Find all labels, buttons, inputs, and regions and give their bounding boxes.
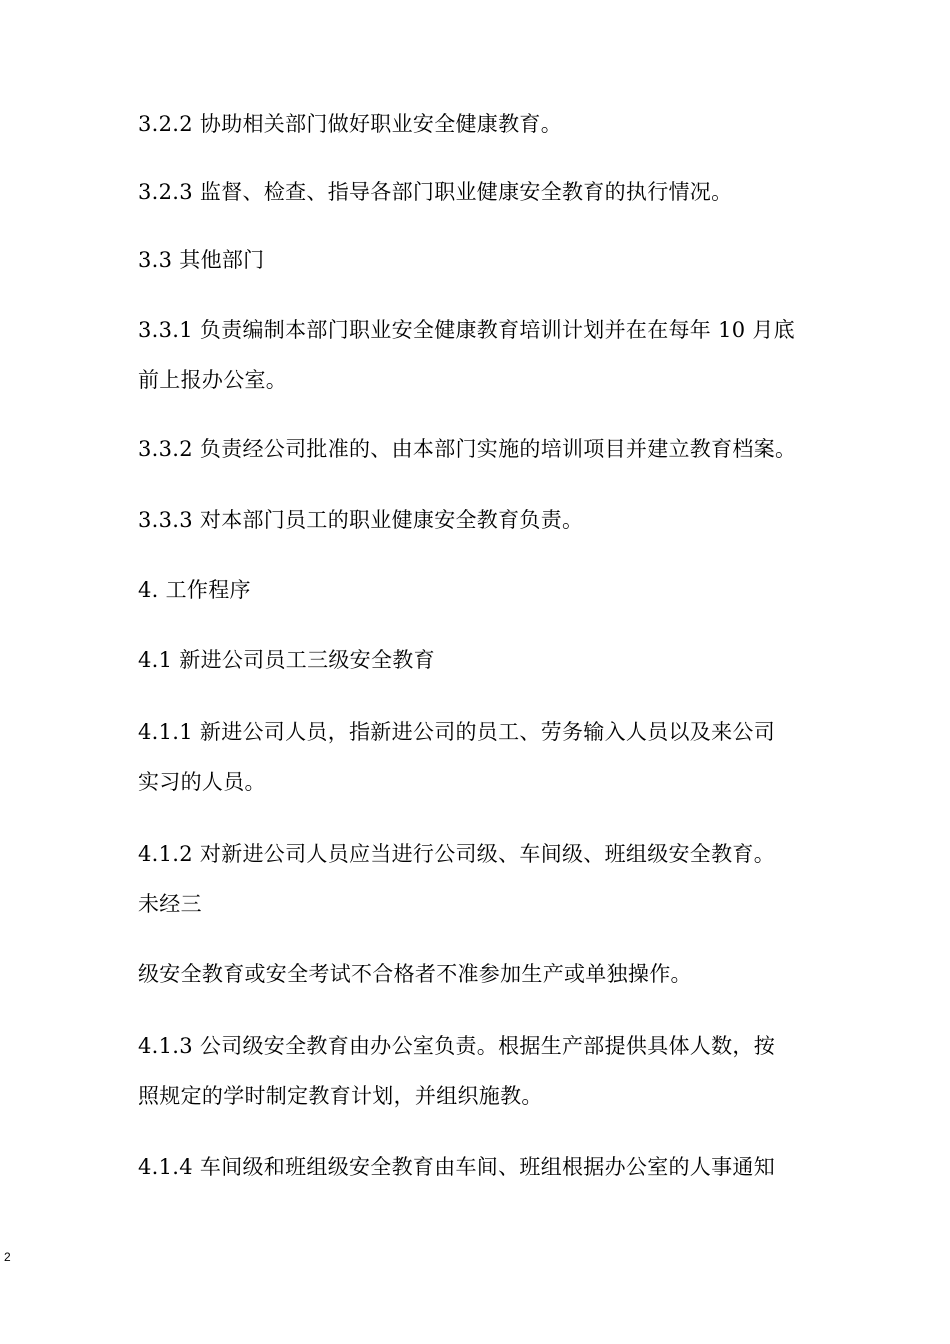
text-line-4-1-2-cont: 未经三 [138, 892, 202, 916]
section-heading-3-3: 3.3 其他部门 [138, 248, 265, 272]
text-line-3-3-1: 3.3.1 负责编制本部门职业安全健康教育培训计划并在在每年 10 月底 [138, 318, 795, 342]
text-line-4-1-3-cont: 照规定的学时制定教育计划，并组织施教。 [138, 1084, 543, 1108]
text-line-3-3-2: 3.3.2 负责经公司批准的、由本部门实施的培训项目并建立教育档案。 [138, 437, 797, 461]
text-line-4-1-2-cont2: 级安全教育或安全考试不合格者不准参加生产或单独操作。 [138, 962, 692, 986]
text-line-3-2-3: 3.2.3 监督、检查、指导各部门职业健康安全教育的执行情况。 [138, 180, 733, 204]
text-line-4-1-1: 4.1.1 新进公司人员，指新进公司的员工、劳务输入人员以及来公司 [138, 720, 776, 744]
text-line-4-1-3: 4.1.3 公司级安全教育由办公室负责。根据生产部提供具体人数，按 [138, 1034, 776, 1058]
text-line-4-1-4: 4.1.4 车间级和班组级安全教育由车间、班组根据办公室的人事通知 [138, 1155, 776, 1179]
text-line-4-1-2: 4.1.2 对新进公司人员应当进行公司级、车间级、班组级安全教育。 [138, 842, 776, 866]
text-line-4-1-1-cont: 实习的人员。 [138, 770, 266, 794]
text-line-3-2-2: 3.2.2 协助相关部门做好职业安全健康教育。 [138, 112, 563, 136]
text-line-3-3-3: 3.3.3 对本部门员工的职业健康安全教育负责。 [138, 508, 584, 532]
section-heading-4-1: 4.1 新进公司员工三级安全教育 [138, 648, 435, 672]
section-heading-4: 4. 工作程序 [138, 578, 251, 602]
text-line-3-3-1-cont: 前上报办公室。 [138, 368, 288, 392]
page-number: 2 [4, 1250, 11, 1264]
